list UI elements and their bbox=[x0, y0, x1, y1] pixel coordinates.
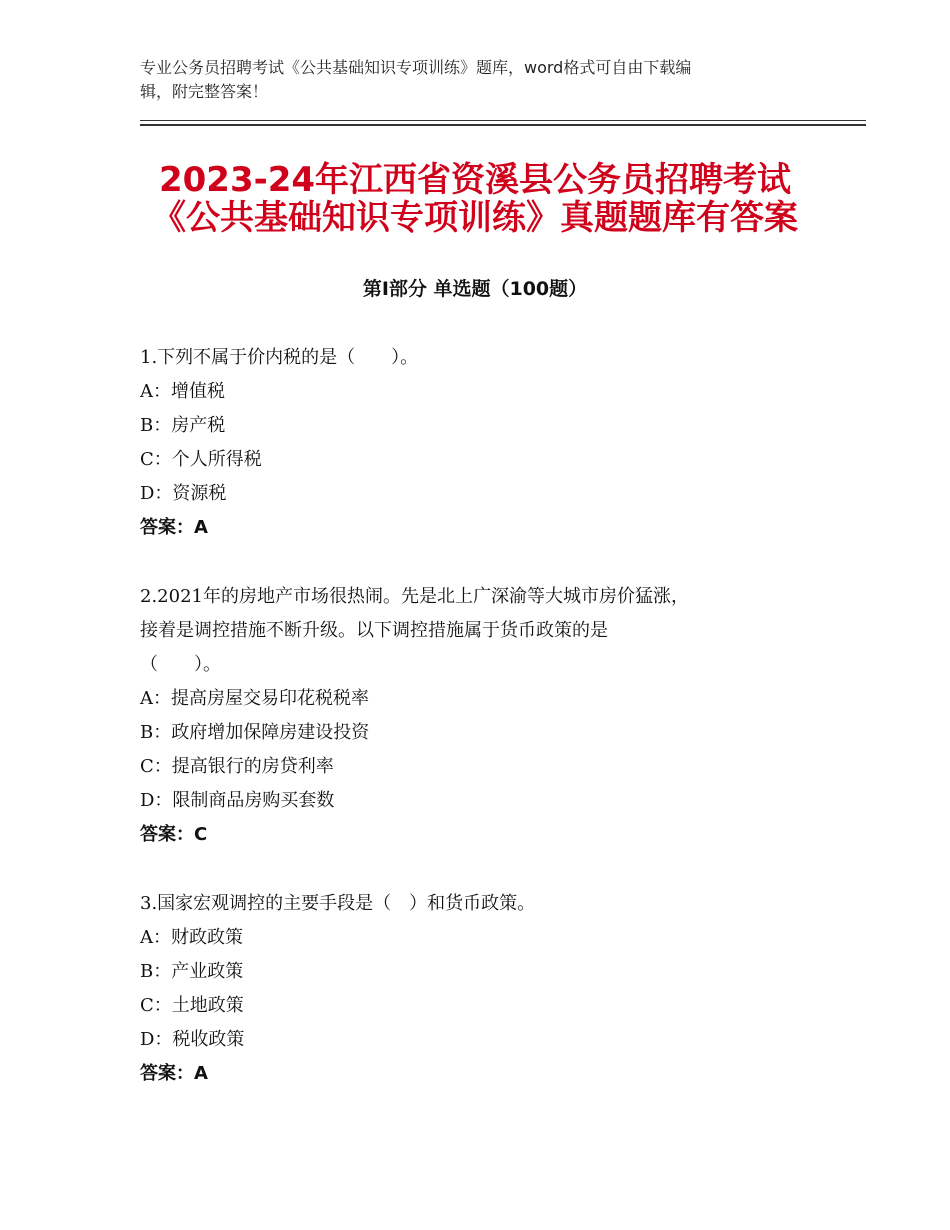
option-c: C：提高银行的房贷利率 bbox=[140, 756, 334, 777]
option-a: A：增值税 bbox=[140, 381, 225, 402]
header-divider-thick bbox=[140, 124, 866, 126]
answer: 答案：C bbox=[140, 824, 208, 845]
question-stem-line-3: （ ）。 bbox=[140, 654, 221, 675]
option-c: C：个人所得税 bbox=[140, 449, 262, 470]
option-d: D：税收政策 bbox=[140, 1029, 245, 1050]
question-stem: 3.国家宏观调控的主要手段是（ ）和货币政策。 bbox=[140, 893, 536, 914]
question-stem-line-1: 2.2021年的房地产市场很热闹。先是北上广深渝等大城市房价猛涨， bbox=[140, 586, 689, 607]
document-title-line-2: 《公共基础知识专项训练》真题题库有答案 bbox=[152, 198, 798, 238]
answer: 答案：A bbox=[140, 1063, 208, 1084]
option-b: B：政府增加保障房建设投资 bbox=[140, 722, 370, 743]
section-heading: 第Ⅰ部分 单选题（100题） bbox=[362, 278, 588, 300]
header-note-line-1: 专业公务员招聘考试《公共基础知识专项训练》题库，word格式可自由下载编 bbox=[140, 58, 692, 77]
question-1 bbox=[140, 341, 820, 545]
option-b: B：房产税 bbox=[140, 415, 226, 436]
question-3 bbox=[140, 887, 820, 1091]
option-b: B：产业政策 bbox=[140, 961, 244, 982]
option-c: C：土地政策 bbox=[140, 995, 244, 1016]
option-d: D：限制商品房购买套数 bbox=[140, 790, 335, 811]
document-title-line-1: 2023-24年江西省资溪县公务员招聘考试 bbox=[158, 160, 792, 200]
header-note-line-2: 辑，附完整答案！ bbox=[140, 82, 269, 101]
header-note bbox=[140, 56, 790, 104]
option-d: D：资源税 bbox=[140, 483, 227, 504]
header-divider-thin bbox=[140, 120, 866, 121]
answer: 答案：A bbox=[140, 517, 208, 538]
option-a: A：财政政策 bbox=[140, 927, 243, 948]
question-stem-line-2: 接着是调控措施不断升级。以下调控措施属于货币政策的是 bbox=[140, 620, 608, 641]
option-a: A：提高房屋交易印花税税率 bbox=[140, 688, 369, 709]
question-2 bbox=[140, 580, 820, 852]
question-stem: 1.下列不属于价内税的是（ ）。 bbox=[140, 347, 419, 368]
